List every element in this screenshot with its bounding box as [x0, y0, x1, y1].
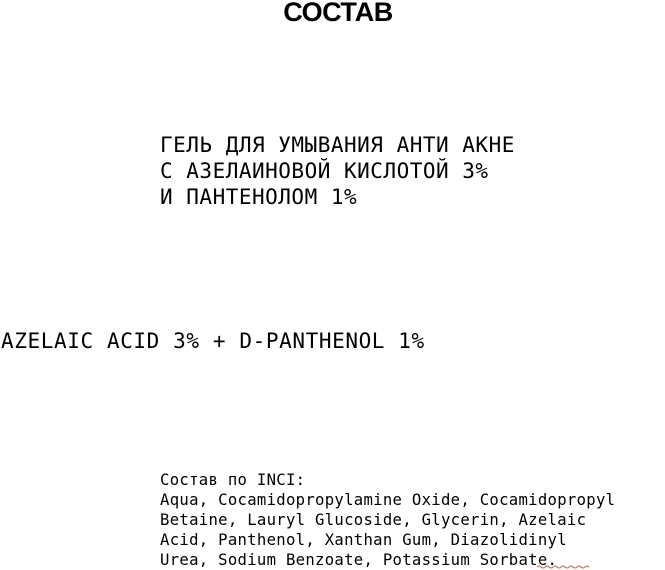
- product-name: [160, 132, 515, 210]
- inci-line: Betaine, Lauryl Glucoside, Glycerin, Azelaic: [160, 511, 587, 529]
- inci-ingredients: [160, 470, 615, 570]
- spellcheck-underline: [537, 565, 589, 569]
- page-title: СОСТАВ: [283, 0, 393, 27]
- inci-line: Urea, Sodium Benzoate, Potassium Sorbate.: [160, 551, 558, 569]
- inci-heading: Состав по INCI:: [160, 471, 306, 489]
- active-ingredients: AZELAIC ACID 3% + D-PANTHENOL 1%: [1, 329, 425, 353]
- product-name-line: С АЗЕЛАИНОВОЙ КИСЛОТОЙ 3%: [160, 159, 489, 183]
- product-name-line: ГЕЛЬ ДЛЯ УМЫВАНИЯ АНТИ АКНЕ: [160, 133, 515, 157]
- inci-line: Aqua, Cocamidopropylamine Oxide, Cocamidopropyl: [160, 491, 616, 509]
- inci-line: Acid, Panthenol, Xanthan Gum, Diazolidinyl: [160, 531, 567, 549]
- product-name-line: И ПАНТЕНОЛОМ 1%: [160, 185, 358, 209]
